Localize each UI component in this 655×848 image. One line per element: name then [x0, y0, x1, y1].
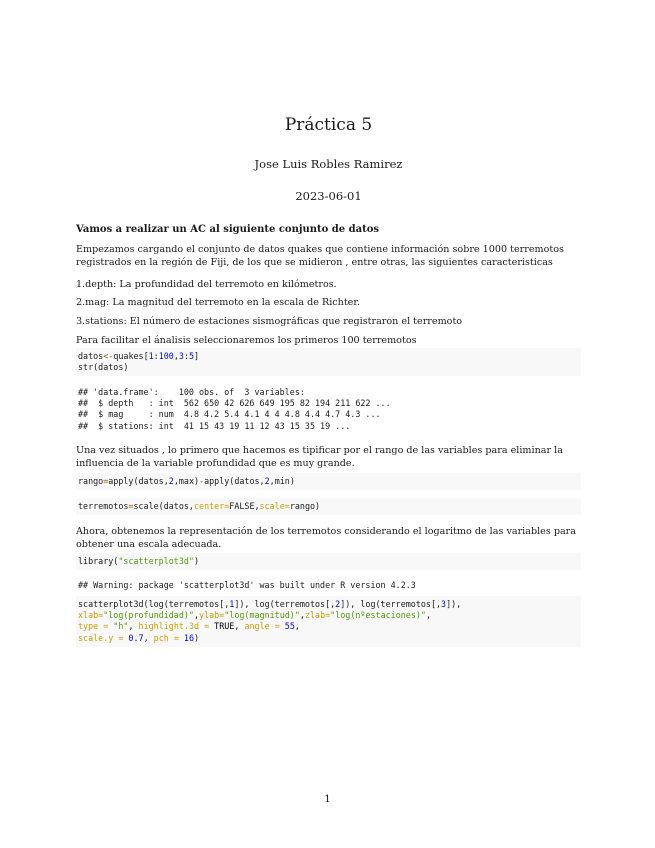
document-title: Práctica 5	[284, 115, 373, 135]
output-block-str: ## 'data.frame': 100 obs. of 3 variables: ## $ depth : int 562 650 42 626 649 195 82 194 211 622 ... ## $ mag : num 4.8 4.2 5.4 4.1 4 4 4.8 4.4 4.7 4.3 ... ## $ stations: int 41 15 43 19 11 12 43 15 35 19 ...	[78, 387, 391, 431]
paragraph-select: Para facilitar el ánalisis seleccionaremos los primeros 100 terremotos	[76, 335, 417, 346]
paragraph-log: Ahora, obtenemos la representación de los terremotos considerando el logaritmo de las variables para obtener una escala adecuada.	[76, 526, 576, 551]
document-author: Jose Luis Robles Ramirez	[254, 157, 403, 171]
page-number: 1	[324, 794, 331, 805]
list-item-stations: 3.stations: El número de estaciones sismográficas que registraron el terremoto	[76, 316, 463, 327]
code-block-load-data: datos<-quakes[1:100,3:5] str(datos)	[76, 348, 581, 376]
code-block-scale: terremotos=scale(datos,center=FALSE,scale=rango)	[76, 498, 581, 515]
output-warning: ## Warning: package 'scatterplot3d' was built under R version 4.2.3	[78, 580, 416, 590]
section-heading: Vamos a realizar un AC al siguiente conjunto de datos	[76, 224, 380, 235]
document-date: 2023-06-01	[295, 189, 362, 203]
list-item-mag: 2.mag: La magnitud del terremoto en la escala de Richter.	[76, 297, 360, 308]
paragraph-tipify: Una vez situados , lo primero que hacemos es tipificar por el rango de las variables para eliminar la influencia de la variable profundidad que es muy grande.	[76, 445, 563, 470]
code-block-scatterplot: scatterplot3d(log(terremotos[,1]), log(terremotos[,2]), log(terremotos[,3]), xlab="log(profundidad)",ylab="log(magnitud)",zlab="log(nºestaciones)", type = "h", highlight.3d = TRUE, angle = 55, scale.y = 0.7, pch = 16)	[76, 596, 581, 647]
paragraph-intro: Empezamos cargando el conjunto de datos quakes que contiene información sobre 1000 terremotos registrados en la región de Fiji, de los que se midieron , entre otras, las siguientes caracteristicas	[76, 244, 564, 269]
list-item-depth: 1.depth: La profundidad del terremoto en kilómetros.	[76, 279, 337, 290]
code-block-range: rango=apply(datos,2,max)-apply(datos,2,min)	[76, 473, 581, 490]
code-block-library: library("scatterplot3d")	[76, 553, 581, 570]
